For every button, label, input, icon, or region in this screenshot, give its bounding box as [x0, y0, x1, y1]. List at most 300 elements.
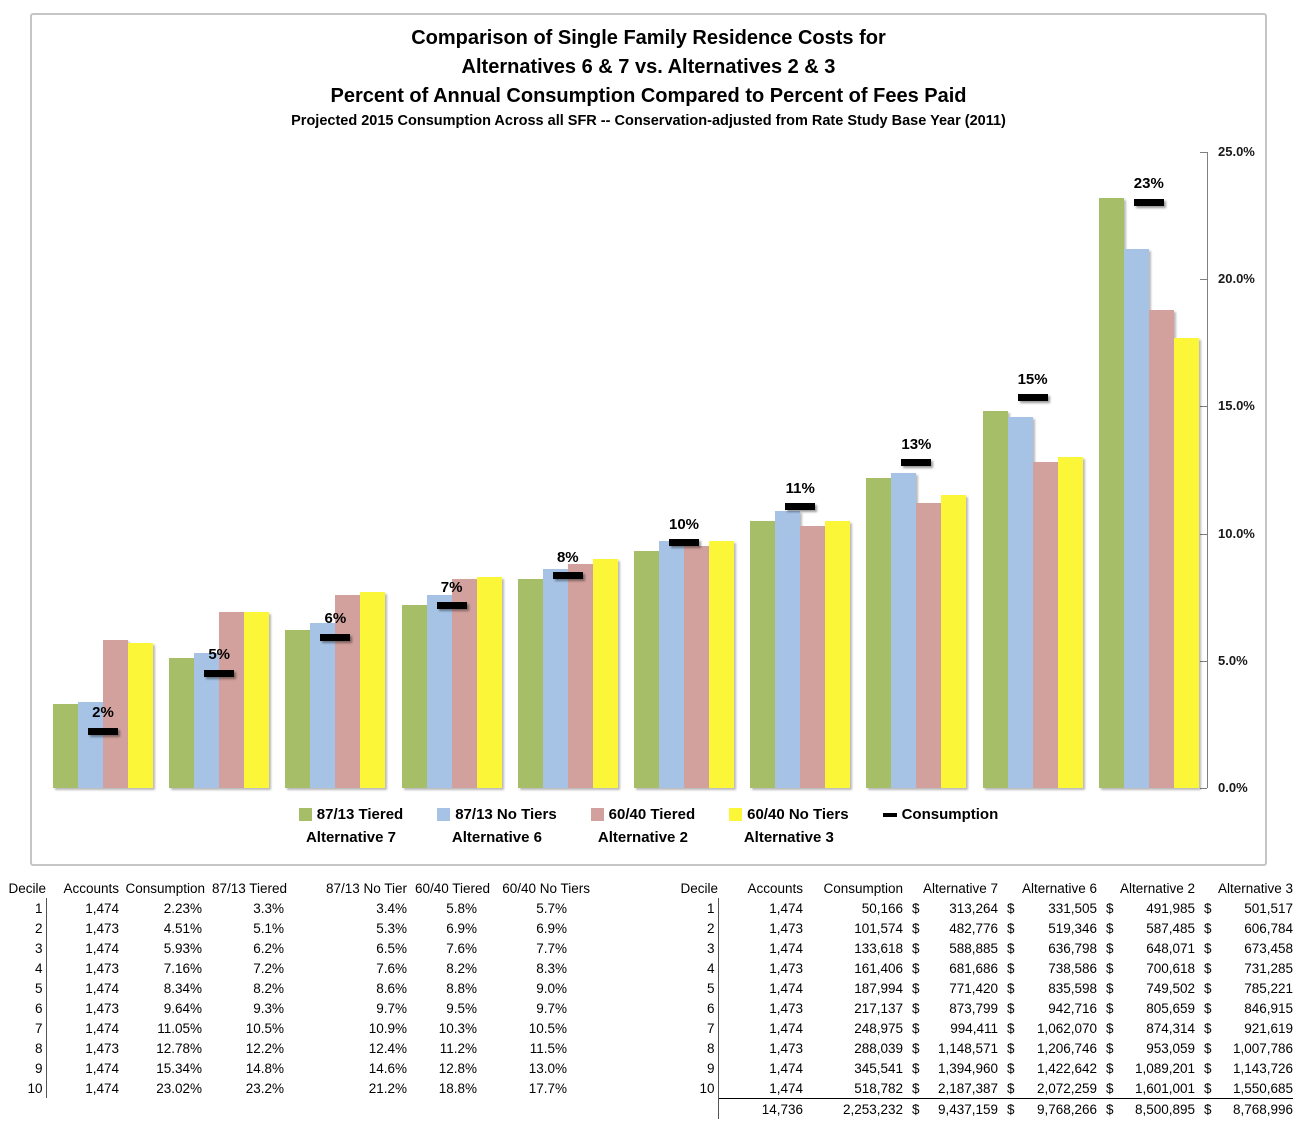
consumption-label: 5%	[208, 646, 231, 664]
table-cell	[1097, 1038, 1195, 1058]
column-header: Accounts	[63, 880, 119, 896]
bar-60-40-tiered	[219, 612, 244, 788]
currency-symbol: $	[1106, 900, 1114, 916]
amount: 700,618	[1146, 960, 1195, 976]
amount: 953,059	[1146, 1040, 1195, 1056]
amount: 673,458	[1244, 940, 1293, 956]
legend-alternative-label: Alternative 2	[597, 829, 688, 846]
legend-label: Consumption	[901, 806, 999, 823]
y-axis-tick-label: 15.0%	[1218, 398, 1255, 414]
table-cell: 5.1%	[253, 920, 284, 936]
column-header: Decile	[680, 880, 718, 896]
consumption-marker	[320, 634, 350, 641]
consumption-marker	[88, 728, 118, 735]
table-cell: 9	[668, 1058, 718, 1078]
amount: 1,143,726	[1232, 1060, 1293, 1076]
table-row	[668, 998, 1293, 1018]
table-cell: 4	[6, 958, 46, 978]
table-row	[6, 938, 590, 958]
table-cell: 3.4%	[376, 900, 407, 916]
currency-symbol: $	[1204, 1060, 1212, 1076]
amount: 1,394,960	[937, 1060, 998, 1076]
currency-symbol: $	[1007, 900, 1015, 916]
table-cell	[1097, 1099, 1195, 1120]
currency-symbol: $	[1204, 960, 1212, 976]
legend-swatch-icon	[591, 808, 604, 821]
legend-item	[729, 806, 848, 846]
table-cell: 6	[668, 998, 718, 1018]
table-cell: 4	[668, 958, 718, 978]
amount: 313,264	[949, 900, 998, 916]
table-cell	[998, 898, 1097, 918]
legend-item-consumption	[883, 806, 999, 823]
currency-symbol: $	[1204, 920, 1212, 936]
table-cell: 1,474	[85, 1020, 119, 1036]
table-cell	[1097, 938, 1195, 958]
amount: 1,089,201	[1134, 1060, 1195, 1076]
table-cell: 2	[668, 918, 718, 938]
legend-swatch-icon	[729, 808, 742, 821]
table-row	[6, 1078, 590, 1098]
table-cell: 133,618	[854, 940, 903, 956]
amount: 519,346	[1048, 920, 1097, 936]
table-cell: 1,473	[85, 920, 119, 936]
table-cell	[903, 958, 998, 978]
table-cell: 8.2%	[446, 960, 477, 976]
amount: 331,505	[1048, 900, 1097, 916]
currency-symbol: $	[1204, 900, 1212, 916]
y-axis-tick	[1200, 661, 1207, 662]
table-cell: 161,406	[854, 960, 903, 976]
bar-87-13-tiered	[169, 658, 194, 788]
amount: 2,187,387	[937, 1080, 998, 1096]
y-axis-tick	[1200, 788, 1207, 789]
table-cell	[998, 978, 1097, 998]
table-cell: 1,474	[85, 1080, 119, 1096]
currency-symbol: $	[1007, 1000, 1015, 1016]
table-cell: 7.2%	[253, 960, 284, 976]
y-axis-tick-label: 5.0%	[1218, 652, 1248, 668]
table-cell: 9.5%	[446, 1000, 477, 1016]
chart-title-line-2: Alternatives 6 & 7 vs. Alternatives 2 & 3	[461, 56, 836, 78]
currency-symbol: $	[1106, 960, 1114, 976]
bar-87-13-no-tiers	[543, 569, 568, 788]
column-header: Consumption	[125, 880, 205, 896]
table-cell: 1	[668, 898, 718, 918]
currency-symbol: $	[1204, 980, 1212, 996]
consumption-label: 2%	[92, 704, 114, 722]
table-cell	[903, 1078, 998, 1099]
amount: 588,885	[949, 940, 998, 956]
table-cell: 8	[668, 1038, 718, 1058]
table-row	[6, 918, 590, 938]
table-cell: 14,736	[718, 1099, 803, 1120]
consumption-label: 23%	[1133, 175, 1164, 193]
table-cell: 1,473	[769, 1040, 803, 1056]
amount: 501,517	[1244, 900, 1293, 916]
table-cell: 3	[668, 938, 718, 958]
table-cell	[903, 1099, 998, 1120]
table-cell: 288,039	[854, 1040, 903, 1056]
legend-swatch-icon	[437, 808, 450, 821]
table-cell: 1,474	[769, 940, 803, 956]
amount: 874,314	[1146, 1020, 1195, 1036]
bar-87-13-no-tiers	[775, 511, 800, 788]
column-header: 60/40 No Tiers	[502, 880, 590, 896]
amount: 9,768,266	[1036, 1101, 1097, 1117]
amount: 921,619	[1244, 1020, 1293, 1036]
currency-symbol: $	[1007, 1101, 1015, 1117]
column-header: Alternative 7	[922, 880, 998, 896]
table-cell	[1195, 918, 1293, 938]
table-cell: 1,474	[769, 900, 803, 916]
table-cell: 7.16%	[163, 960, 202, 976]
table-cell	[1195, 998, 1293, 1018]
legend-item	[591, 806, 695, 846]
table-cell: 23.2%	[245, 1080, 284, 1096]
legend-dash-icon	[883, 813, 897, 817]
amount: 648,071	[1146, 940, 1195, 956]
table-cell: 248,975	[854, 1020, 903, 1036]
table-cell: 6.9%	[446, 920, 477, 936]
bar-60-40-tiered	[1149, 310, 1174, 788]
amount: 1,062,070	[1036, 1020, 1097, 1036]
bar-60-40-no-tiers	[360, 592, 385, 788]
table-cell: 8.6%	[376, 980, 407, 996]
table-header-row	[668, 878, 1293, 898]
table-cell: 2,253,232	[803, 1099, 903, 1120]
table-cell: 9.64%	[163, 1000, 202, 1016]
table-cell: 5.93%	[163, 940, 202, 956]
table-cell	[1195, 978, 1293, 998]
bar-87-13-no-tiers	[1008, 417, 1033, 788]
table-cell: 5.8%	[446, 900, 477, 916]
table-cell: 15.34%	[156, 1060, 202, 1076]
table-cell	[903, 1038, 998, 1058]
table-cell: 10.5%	[528, 1020, 567, 1036]
currency-symbol: $	[1106, 1020, 1114, 1036]
bar-60-40-tiered	[800, 526, 825, 788]
table-cell: 11.5%	[529, 1040, 567, 1056]
bar-87-13-tiered	[1099, 198, 1124, 788]
currency-symbol: $	[1106, 1080, 1114, 1096]
currency-symbol: $	[1204, 940, 1212, 956]
table-cell: 1,473	[85, 1040, 119, 1056]
table-cell: 12.4%	[368, 1040, 407, 1056]
table-row	[668, 958, 1293, 978]
currency-symbol: $	[912, 900, 920, 916]
table-cell	[998, 1018, 1097, 1038]
currency-symbol: $	[912, 1060, 920, 1076]
bar-60-40-no-tiers	[244, 612, 269, 788]
currency-symbol: $	[912, 920, 920, 936]
table-header-row	[6, 878, 590, 898]
consumption-label: 15%	[1017, 370, 1048, 388]
chart-title-line-1: Comparison of Single Family Residence Costs for	[411, 27, 886, 49]
amount: 9,437,159	[937, 1101, 998, 1117]
bar-60-40-no-tiers	[593, 559, 618, 788]
table-cell: 8	[6, 1038, 46, 1058]
table-cell: 14.6%	[368, 1060, 407, 1076]
table-cell: 1,474	[769, 980, 803, 996]
table-cell: 13.0%	[528, 1060, 567, 1076]
amount: 994,411	[950, 1020, 998, 1036]
amount: 1,206,746	[1036, 1040, 1097, 1056]
table-cell: 8.3%	[536, 960, 567, 976]
table-cell: 14.8%	[245, 1060, 284, 1076]
table-cell: 2	[6, 918, 46, 938]
table-cell: 1,474	[85, 1060, 119, 1076]
table-cell	[1097, 958, 1195, 978]
currency-symbol: $	[1106, 920, 1114, 936]
legend-alternative-label: Alternative 7	[305, 829, 397, 846]
y-axis-tick-label: 0.0%	[1218, 780, 1248, 795]
column-header: 87/13 No Tier	[325, 880, 407, 896]
table-cell	[1195, 1078, 1293, 1099]
legend-label: 60/40 No Tiers	[747, 806, 849, 823]
amount: 587,485	[1146, 920, 1195, 936]
table-cell: 101,574	[854, 920, 903, 936]
consumption-label: 11%	[785, 479, 815, 497]
consumption-label: 7%	[440, 578, 463, 596]
table-cell	[998, 1078, 1097, 1099]
table-cell	[1097, 1058, 1195, 1078]
table-cell	[903, 1018, 998, 1038]
table-cell	[998, 938, 1097, 958]
table-cell: 1,473	[85, 960, 119, 976]
table-cell: 1,473	[85, 1000, 119, 1016]
chart-frame	[30, 13, 1267, 866]
column-header: Accounts	[747, 880, 803, 896]
currency-symbol: $	[1106, 1060, 1114, 1076]
legend-label: 60/40 Tiered	[608, 806, 696, 823]
table-cell: 10.3%	[438, 1020, 477, 1036]
table-cell: 1,473	[769, 1000, 803, 1016]
table-cell: 1,474	[85, 900, 119, 916]
column-header: Decile	[8, 880, 46, 896]
table-cell	[1195, 898, 1293, 918]
table-cell: 10.9%	[368, 1020, 407, 1036]
bar-87-13-no-tiers	[891, 473, 916, 788]
currency-symbol: $	[1106, 1040, 1114, 1056]
consumption-marker	[204, 670, 234, 677]
table-cell	[1097, 978, 1195, 998]
y-axis-tick-label: 10.0%	[1218, 525, 1255, 541]
currency-symbol: $	[1007, 960, 1015, 976]
table-cell: 518,782	[854, 1080, 903, 1096]
currency-symbol: $	[1007, 1040, 1015, 1056]
consumption-marker	[437, 602, 467, 609]
bar-87-13-no-tiers	[659, 541, 684, 788]
table-cell: 1,474	[769, 1080, 803, 1096]
legend-alternative-label: Alternative 6	[451, 829, 542, 846]
consumption-marker	[1134, 199, 1164, 206]
table-cell: 345,541	[854, 1060, 903, 1076]
y-axis-tick	[1200, 279, 1207, 280]
table-cell: 1,473	[769, 960, 803, 976]
amount: 805,659	[1146, 1000, 1195, 1016]
table-cell: 9.7%	[376, 1000, 407, 1016]
legend-label: 87/13 Tiered	[316, 806, 404, 823]
bar-87-13-no-tiers	[310, 623, 335, 788]
consumption-label: 6%	[324, 610, 347, 628]
currency-symbol: $	[912, 940, 920, 956]
currency-symbol: $	[1007, 940, 1015, 956]
bar-87-13-tiered	[285, 630, 310, 788]
table-cell: 1,474	[769, 1060, 803, 1076]
table-cell: 5	[668, 978, 718, 998]
table-cell: 9	[6, 1058, 46, 1078]
table-cell	[1195, 1099, 1293, 1120]
amount: 2,072,259	[1036, 1080, 1097, 1096]
table-cell: 1,474	[769, 1020, 803, 1036]
table-cell: 1,473	[769, 920, 803, 936]
legend-alternative-label: Alternative 3	[743, 829, 834, 846]
y-axis-line	[1207, 152, 1208, 788]
table-cell	[1195, 1018, 1293, 1038]
bar-87-13-tiered	[983, 411, 1008, 788]
column-header: Alternative 6	[1021, 880, 1097, 896]
table-cell	[998, 1038, 1097, 1058]
amount: 942,716	[1048, 1000, 1097, 1016]
currency-symbol: $	[1106, 1000, 1114, 1016]
table-cell: 2.23%	[163, 900, 202, 916]
table-cell: 1,474	[85, 980, 119, 996]
table-cell: 17.7%	[528, 1080, 567, 1096]
currency-symbol: $	[912, 1101, 920, 1117]
table-cell: 217,137	[854, 1000, 903, 1016]
table-cell	[1097, 1018, 1195, 1038]
currency-symbol: $	[1204, 1000, 1212, 1016]
table-cell	[998, 998, 1097, 1018]
amount: 749,502	[1146, 980, 1195, 996]
table-row	[668, 1038, 1293, 1058]
consumption-label: 8%	[556, 548, 579, 566]
table-cell: 12.78%	[156, 1040, 202, 1056]
currency-symbol: $	[912, 980, 920, 996]
amount: 846,915	[1244, 1000, 1293, 1016]
amount: 482,776	[949, 920, 998, 936]
bar-60-40-tiered	[452, 579, 477, 788]
plot-area	[32, 15, 1265, 864]
consumption-label: 13%	[901, 435, 932, 453]
bar-87-13-no-tiers	[1124, 249, 1149, 788]
currency-symbol: $	[912, 1020, 920, 1036]
currency-symbol: $	[1204, 1101, 1212, 1117]
currency-symbol: $	[1007, 920, 1015, 936]
table-cell	[903, 998, 998, 1018]
bar-87-13-tiered	[53, 704, 78, 788]
column-header: Alternative 3	[1217, 880, 1293, 896]
currency-symbol: $	[1106, 980, 1114, 996]
table-cell: 11.2%	[439, 1040, 477, 1056]
table-cell	[998, 958, 1097, 978]
amount: 785,221	[1244, 980, 1293, 996]
amount: 8,768,996	[1232, 1101, 1293, 1117]
table-cell: 1,474	[85, 940, 119, 956]
amount: 491,985	[1146, 900, 1195, 916]
table-cell: 187,994	[854, 980, 903, 996]
table-cell	[1195, 938, 1293, 958]
table-cell	[903, 918, 998, 938]
table-cell: 21.2%	[368, 1080, 407, 1096]
table-row	[6, 1058, 590, 1078]
table-cell	[1195, 958, 1293, 978]
table-cell: 5.7%	[536, 900, 567, 916]
table-cell	[998, 1099, 1097, 1120]
column-header: Alternative 2	[1119, 880, 1195, 896]
currency-symbol: $	[1204, 1040, 1212, 1056]
currency-symbol: $	[912, 1000, 920, 1016]
table-cell	[903, 898, 998, 918]
consumption-marker	[785, 503, 815, 510]
table-cell: 12.8%	[438, 1060, 477, 1076]
amount: 771,420	[949, 980, 998, 996]
table-row	[668, 938, 1293, 958]
table-cell: 4.51%	[163, 920, 202, 936]
consumption-marker	[553, 572, 583, 579]
table-cell: 8.2%	[253, 980, 284, 996]
table-cell: 12.2%	[245, 1040, 284, 1056]
currency-symbol: $	[1106, 940, 1114, 956]
table-cell: 3	[6, 938, 46, 958]
table-cell: 3.3%	[253, 900, 284, 916]
y-axis-tick-label: 25.0%	[1218, 144, 1255, 159]
amount: 8,500,895	[1134, 1101, 1195, 1117]
table-row	[668, 1078, 1293, 1099]
bar-87-13-tiered	[634, 551, 659, 788]
table-cell: 5.3%	[376, 920, 407, 936]
consumption-marker	[901, 459, 931, 466]
currency-symbol: $	[1007, 1060, 1015, 1076]
table-cell	[1097, 918, 1195, 938]
currency-symbol: $	[1007, 1080, 1015, 1096]
table-cell: 7.7%	[536, 940, 567, 956]
percent-table	[6, 878, 591, 1098]
table-row	[668, 1058, 1293, 1078]
y-axis-tick	[1200, 406, 1207, 407]
table-cell: 11.05%	[157, 1020, 202, 1036]
table-cell	[1195, 1058, 1293, 1078]
currency-symbol: $	[1007, 1020, 1015, 1036]
amount: 636,798	[1048, 940, 1097, 956]
chart-subtitle: Projected 2015 Consumption Across all SFR -- Conservation-adjusted from Rate Study Base Year (2011)	[291, 113, 1006, 129]
amount: 1,422,642	[1036, 1060, 1097, 1076]
bar-87-13-no-tiers	[427, 595, 452, 788]
table-cell	[1097, 898, 1195, 918]
bar-60-40-no-tiers	[128, 643, 153, 788]
bar-60-40-no-tiers	[1174, 338, 1199, 788]
table-cell	[903, 938, 998, 958]
legend-item	[437, 806, 556, 846]
table-cell: 6	[6, 998, 46, 1018]
table-row	[668, 898, 1293, 918]
table-row	[6, 978, 590, 998]
bar-60-40-no-tiers	[1058, 457, 1083, 788]
table-cell	[903, 978, 998, 998]
legend-item	[299, 806, 403, 846]
consumption-label: 10%	[668, 515, 700, 533]
amount: 873,799	[949, 1000, 998, 1016]
table-cell: 8.8%	[446, 980, 477, 996]
amount: 606,784	[1244, 920, 1293, 936]
amount: 1,550,685	[1232, 1080, 1293, 1096]
table-cell: 10	[668, 1078, 718, 1099]
table-cell: 7	[6, 1018, 46, 1038]
table-cell: 10.5%	[245, 1020, 284, 1036]
amount: 1,148,571	[937, 1040, 998, 1056]
y-axis-tick	[1200, 534, 1207, 535]
